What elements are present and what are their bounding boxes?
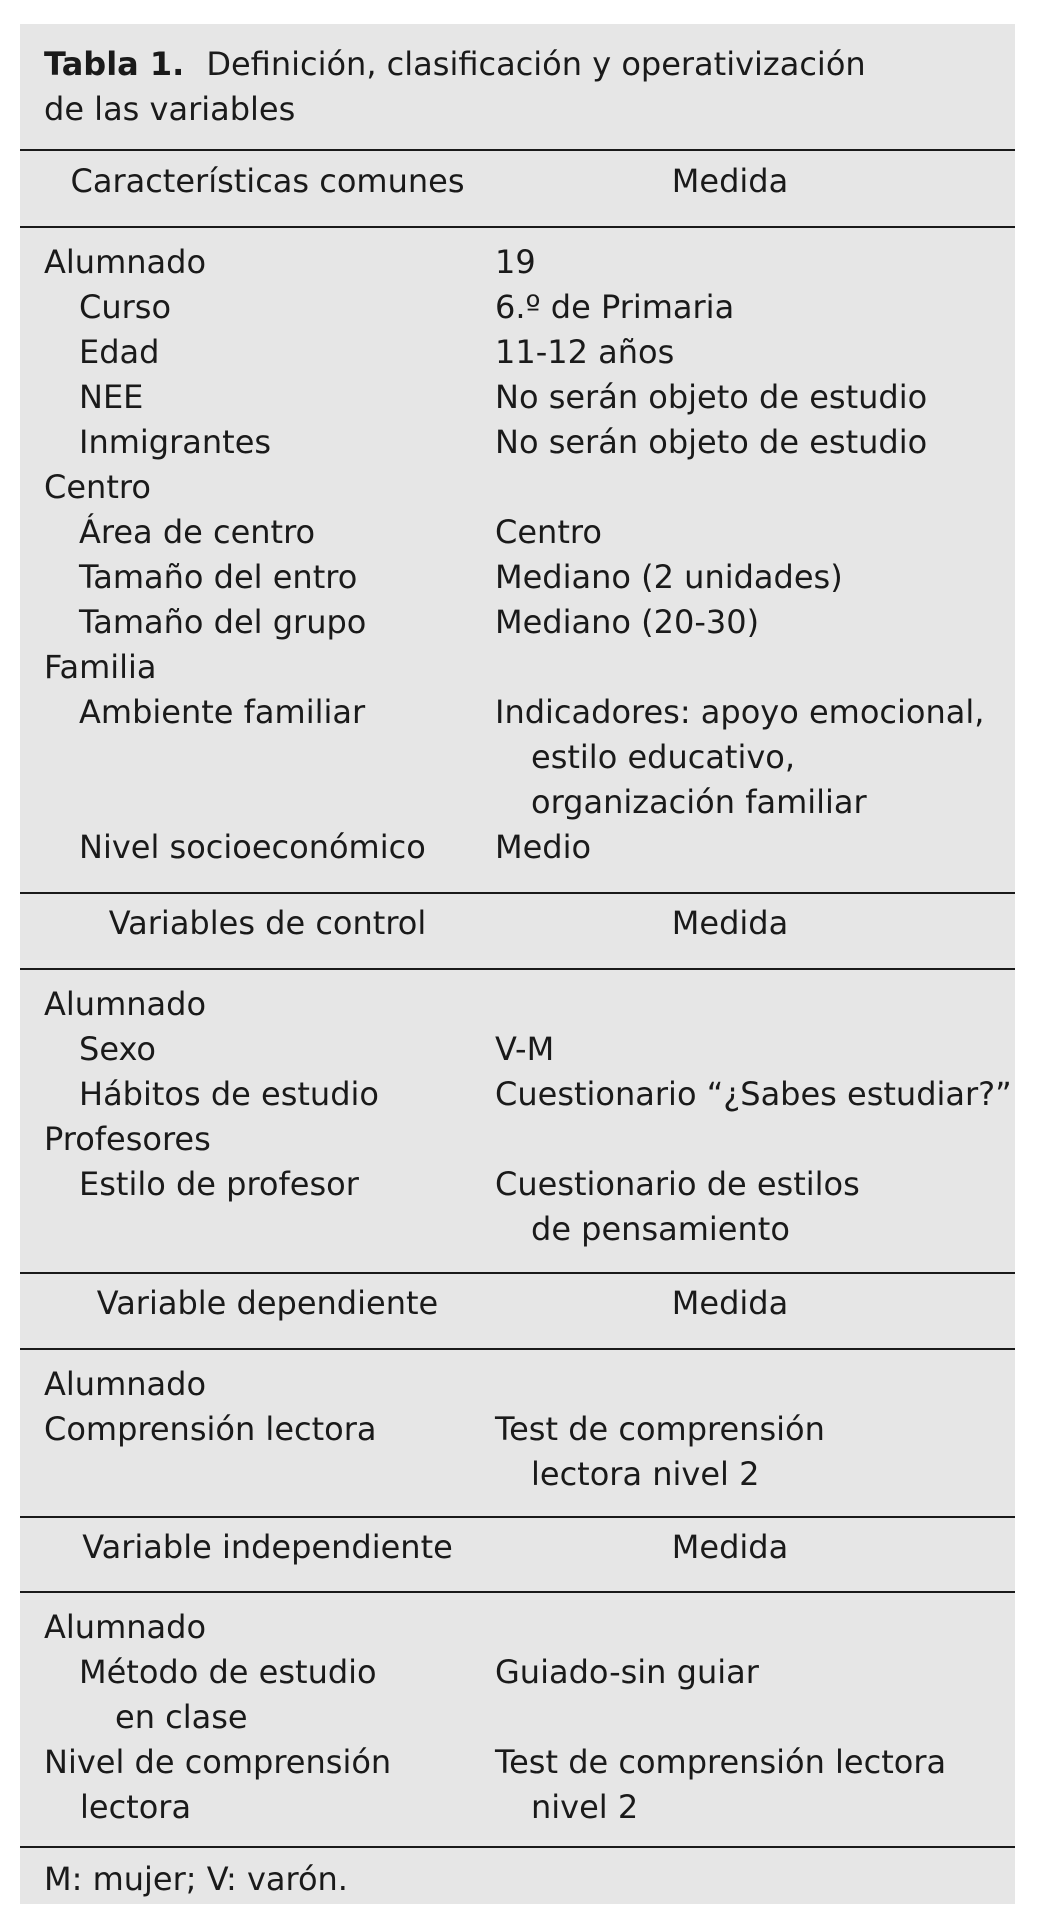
row-label [20, 1650, 490, 1740]
row-label-line: Nivel de comprensión [44, 1743, 392, 1781]
row-value [490, 1605, 1015, 1650]
section-header-left: Variables de control [108, 904, 427, 942]
table-row [20, 982, 1015, 1027]
table-row [20, 600, 1015, 645]
row-label: Estilo de profesor [79, 1165, 359, 1203]
row-value: Medio [495, 828, 592, 866]
row-value-cont: de pensamiento [531, 1210, 790, 1248]
table-row [20, 240, 1015, 285]
row-label: Hábitos de estudio [79, 1075, 379, 1113]
row-value-cont: lectora nivel 2 [531, 1455, 760, 1493]
table-row [20, 1162, 1015, 1252]
table-row [20, 1117, 1015, 1162]
rule [20, 1846, 1015, 1848]
row-label: Curso [79, 288, 172, 326]
row-label: Alumnado [44, 985, 207, 1023]
row-value [490, 465, 1015, 510]
section-body [20, 240, 1015, 870]
row-value: 19 [495, 243, 536, 281]
table-row [20, 330, 1015, 375]
rule [20, 1591, 1015, 1593]
section-body [20, 1605, 1015, 1830]
row-value: No serán objeto de estudio [495, 378, 928, 416]
row-value-line: Test de comprensión [495, 1410, 825, 1448]
row-value [490, 1162, 1015, 1252]
row-label: Nivel socioeconómico [79, 828, 426, 866]
section-header-right: Medida [671, 1528, 789, 1566]
row-label [20, 1740, 490, 1830]
table-row [20, 420, 1015, 465]
row-label: Tamaño del entro [79, 558, 358, 596]
row-label-cont: en clase [115, 1698, 248, 1736]
row-label: Tamaño del grupo [79, 603, 367, 641]
row-label-cont: lectora [80, 1788, 192, 1826]
row-value-cont: organización familiar [531, 783, 867, 821]
table-row [20, 1650, 1015, 1740]
rule [20, 1348, 1015, 1350]
table-row [20, 510, 1015, 555]
rule [20, 1516, 1015, 1518]
table-number: Tabla 1. [44, 45, 185, 83]
row-value: 11-12 años [495, 333, 675, 371]
row-label: Ambiente familiar [79, 693, 366, 731]
row-value [490, 645, 1015, 690]
row-value-cont: estilo educativo, [531, 738, 796, 776]
row-label: Alumnado [44, 1608, 207, 1646]
row-label: NEE [79, 378, 144, 416]
table-row [20, 645, 1015, 690]
row-label: Familia [44, 648, 157, 686]
row-value: Mediano (20-30) [495, 603, 760, 641]
row-value [490, 1117, 1015, 1162]
row-value-line: Indicadores: apoyo emocional, [495, 693, 985, 731]
row-value: Centro [495, 513, 602, 551]
table-row [20, 1407, 1015, 1497]
section-header-right: Medida [671, 1284, 789, 1322]
row-value [490, 982, 1015, 1027]
row-value: Cuestionario “¿Sabes estudiar?” [495, 1075, 1012, 1113]
table-row [20, 825, 1015, 870]
row-value-cont: nivel 2 [531, 1788, 639, 1826]
rule [20, 226, 1015, 228]
row-label: Edad [79, 333, 160, 371]
table-row [20, 375, 1015, 420]
table-row [20, 690, 1015, 825]
section-header-right: Medida [671, 162, 789, 200]
row-value [490, 1362, 1015, 1407]
row-label: Sexo [79, 1030, 156, 1068]
table-row [20, 285, 1015, 330]
section-header-right: Medida [671, 904, 789, 942]
rule [20, 149, 1015, 151]
table-row [20, 1072, 1015, 1117]
section-header-left: Variable independiente [82, 1528, 453, 1566]
row-value: Guiado-sin guiar [495, 1653, 759, 1691]
rule [20, 892, 1015, 894]
table-title-cont: de las variables [44, 90, 296, 128]
row-value [490, 690, 1015, 825]
section-body [20, 1362, 1015, 1497]
row-value [490, 1407, 1015, 1497]
row-label: Alumnado [44, 243, 207, 281]
rule [20, 968, 1015, 970]
row-value: Mediano (2 unidades) [495, 558, 843, 596]
table-row [20, 465, 1015, 510]
table-row [20, 555, 1015, 600]
table-row [20, 1605, 1015, 1650]
row-label: Centro [44, 468, 151, 506]
row-value [490, 1740, 1015, 1830]
table-caption [44, 42, 984, 132]
section-header-left: Características comunes [70, 162, 465, 200]
row-value-line: Test de comprensión lectora [495, 1743, 947, 1781]
table-row [20, 1027, 1015, 1072]
row-label: Comprensión lectora [44, 1410, 377, 1448]
row-label: Profesores [44, 1120, 211, 1158]
row-label: Área de centro [79, 513, 316, 551]
row-value: No serán objeto de estudio [495, 423, 928, 461]
row-label: Inmigrantes [79, 423, 272, 461]
row-value: V-M [495, 1030, 555, 1068]
table-panel [20, 24, 1015, 1904]
section-body [20, 982, 1015, 1252]
table-row [20, 1362, 1015, 1407]
row-value-line: Cuestionario de estilos [495, 1165, 860, 1203]
row-label-line: Método de estudio [79, 1653, 377, 1691]
table-footnote: M: mujer; V: varón. [44, 1860, 348, 1898]
row-label: Alumnado [44, 1365, 207, 1403]
section-header-left: Variable dependiente [96, 1284, 439, 1322]
table-title: Definición, clasificación y operativización [206, 45, 866, 83]
table-row [20, 1740, 1015, 1830]
row-value: 6.º de Primaria [495, 288, 735, 326]
rule [20, 1272, 1015, 1274]
